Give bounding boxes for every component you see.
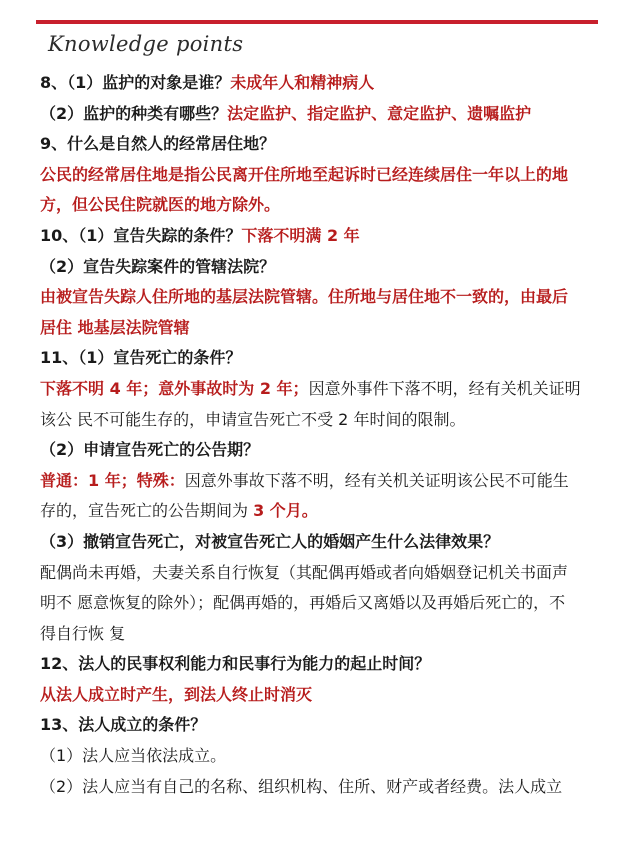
text-line	[40, 680, 615, 711]
answer-text: 从法人成立时产生，到法人终止时消灭	[40, 684, 313, 704]
body-text: 得自行恢 复	[40, 623, 126, 643]
answer-text: 由被宣告失踪人住所地的基层法院管辖。住所地与居住地不一致的，由最后	[40, 287, 569, 307]
question-text: 10、（1）宣告失踪的条件？	[40, 225, 242, 245]
text-line	[40, 343, 615, 374]
text-line	[40, 435, 615, 466]
question-text: 12、法人的民事权利能力和民事行为能力的起止时间？	[40, 654, 431, 674]
text-line	[40, 466, 615, 497]
body-text: （2）法人应当有自己的名称、组织机构、住所、财产或者经费。法人成立	[40, 776, 563, 796]
text-line	[40, 741, 615, 772]
body-text: 配偶尚未再婚，夫妻关系自行恢复（其配偶再婚或者向婚姻登记机关书面声	[40, 562, 569, 582]
text-line	[40, 190, 615, 221]
body-text: 因意外事件下落不明，经有关机关证明	[308, 378, 581, 398]
question-text: （3）撤销宣告死亡，对被宣告死亡人的婚姻产生什么法律效果？	[40, 531, 500, 551]
answer-text: 法定监护、指定监护、意定监护、遗嘱监护	[227, 103, 532, 123]
page-title: Knowledge points	[48, 32, 244, 56]
text-line	[40, 313, 615, 344]
body-text: 明不 愿意恢复的除外）；配偶再婚的，再婚后又离婚以及再婚后死亡的，不	[40, 593, 566, 613]
text-line	[40, 619, 615, 650]
answer-text: 下落不明 4 年；意外事故时为 2 年；	[40, 378, 309, 398]
answer-text: 未成年人和精神病人	[230, 73, 375, 92]
text-line	[40, 160, 615, 191]
header-accent-bar	[36, 20, 598, 24]
answer-text: 3 个月。	[253, 501, 318, 521]
answer-text: 普通：1 年；特殊：	[40, 470, 185, 490]
knowledge-points-body	[40, 68, 615, 802]
question-text: 11、（1）宣告死亡的条件？	[40, 348, 242, 368]
text-line	[40, 129, 615, 160]
question-text: 8、（1）监护的对象是谁？	[40, 73, 231, 92]
body-text: 该公 民不可能生存的，申请宣告死亡不受 2 年时间的限制。	[40, 409, 466, 429]
text-line	[40, 99, 615, 130]
body-text: （1）法人应当依法成立。	[40, 746, 227, 766]
answer-text: 公民的经常居住地是指公民离开住所地至起诉时已经连续居住一年以上的地	[40, 164, 569, 184]
text-line	[40, 527, 615, 558]
question-text: （2）宣告失踪案件的管辖法院？	[40, 256, 276, 276]
text-line	[40, 710, 615, 741]
text-line	[40, 252, 615, 283]
text-line	[40, 221, 615, 252]
text-line	[40, 772, 615, 803]
text-line	[40, 68, 615, 99]
text-line	[40, 282, 615, 313]
text-line	[40, 405, 615, 436]
body-text: 存的，宣告死亡的公告期间为	[40, 501, 254, 521]
answer-text: 居住 地基层法院管辖	[40, 317, 190, 337]
question-text: （2）申请宣告死亡的公告期？	[40, 440, 260, 460]
text-line	[40, 496, 615, 527]
body-text: 因意外事故下落不明，经有关机关证明该公民不可能生	[184, 470, 569, 490]
question-text: 13、法人成立的条件？	[40, 715, 207, 735]
question-text: 9、什么是自然人的经常居住地？	[40, 134, 276, 154]
text-line	[40, 374, 615, 405]
question-text: （2）监护的种类有哪些？	[40, 103, 228, 123]
answer-text: 下落不明满 2 年	[241, 225, 360, 245]
text-line	[40, 558, 615, 589]
answer-text: 方，但公民住院就医的地方除外。	[40, 195, 281, 215]
text-line	[40, 588, 615, 619]
text-line	[40, 649, 615, 680]
